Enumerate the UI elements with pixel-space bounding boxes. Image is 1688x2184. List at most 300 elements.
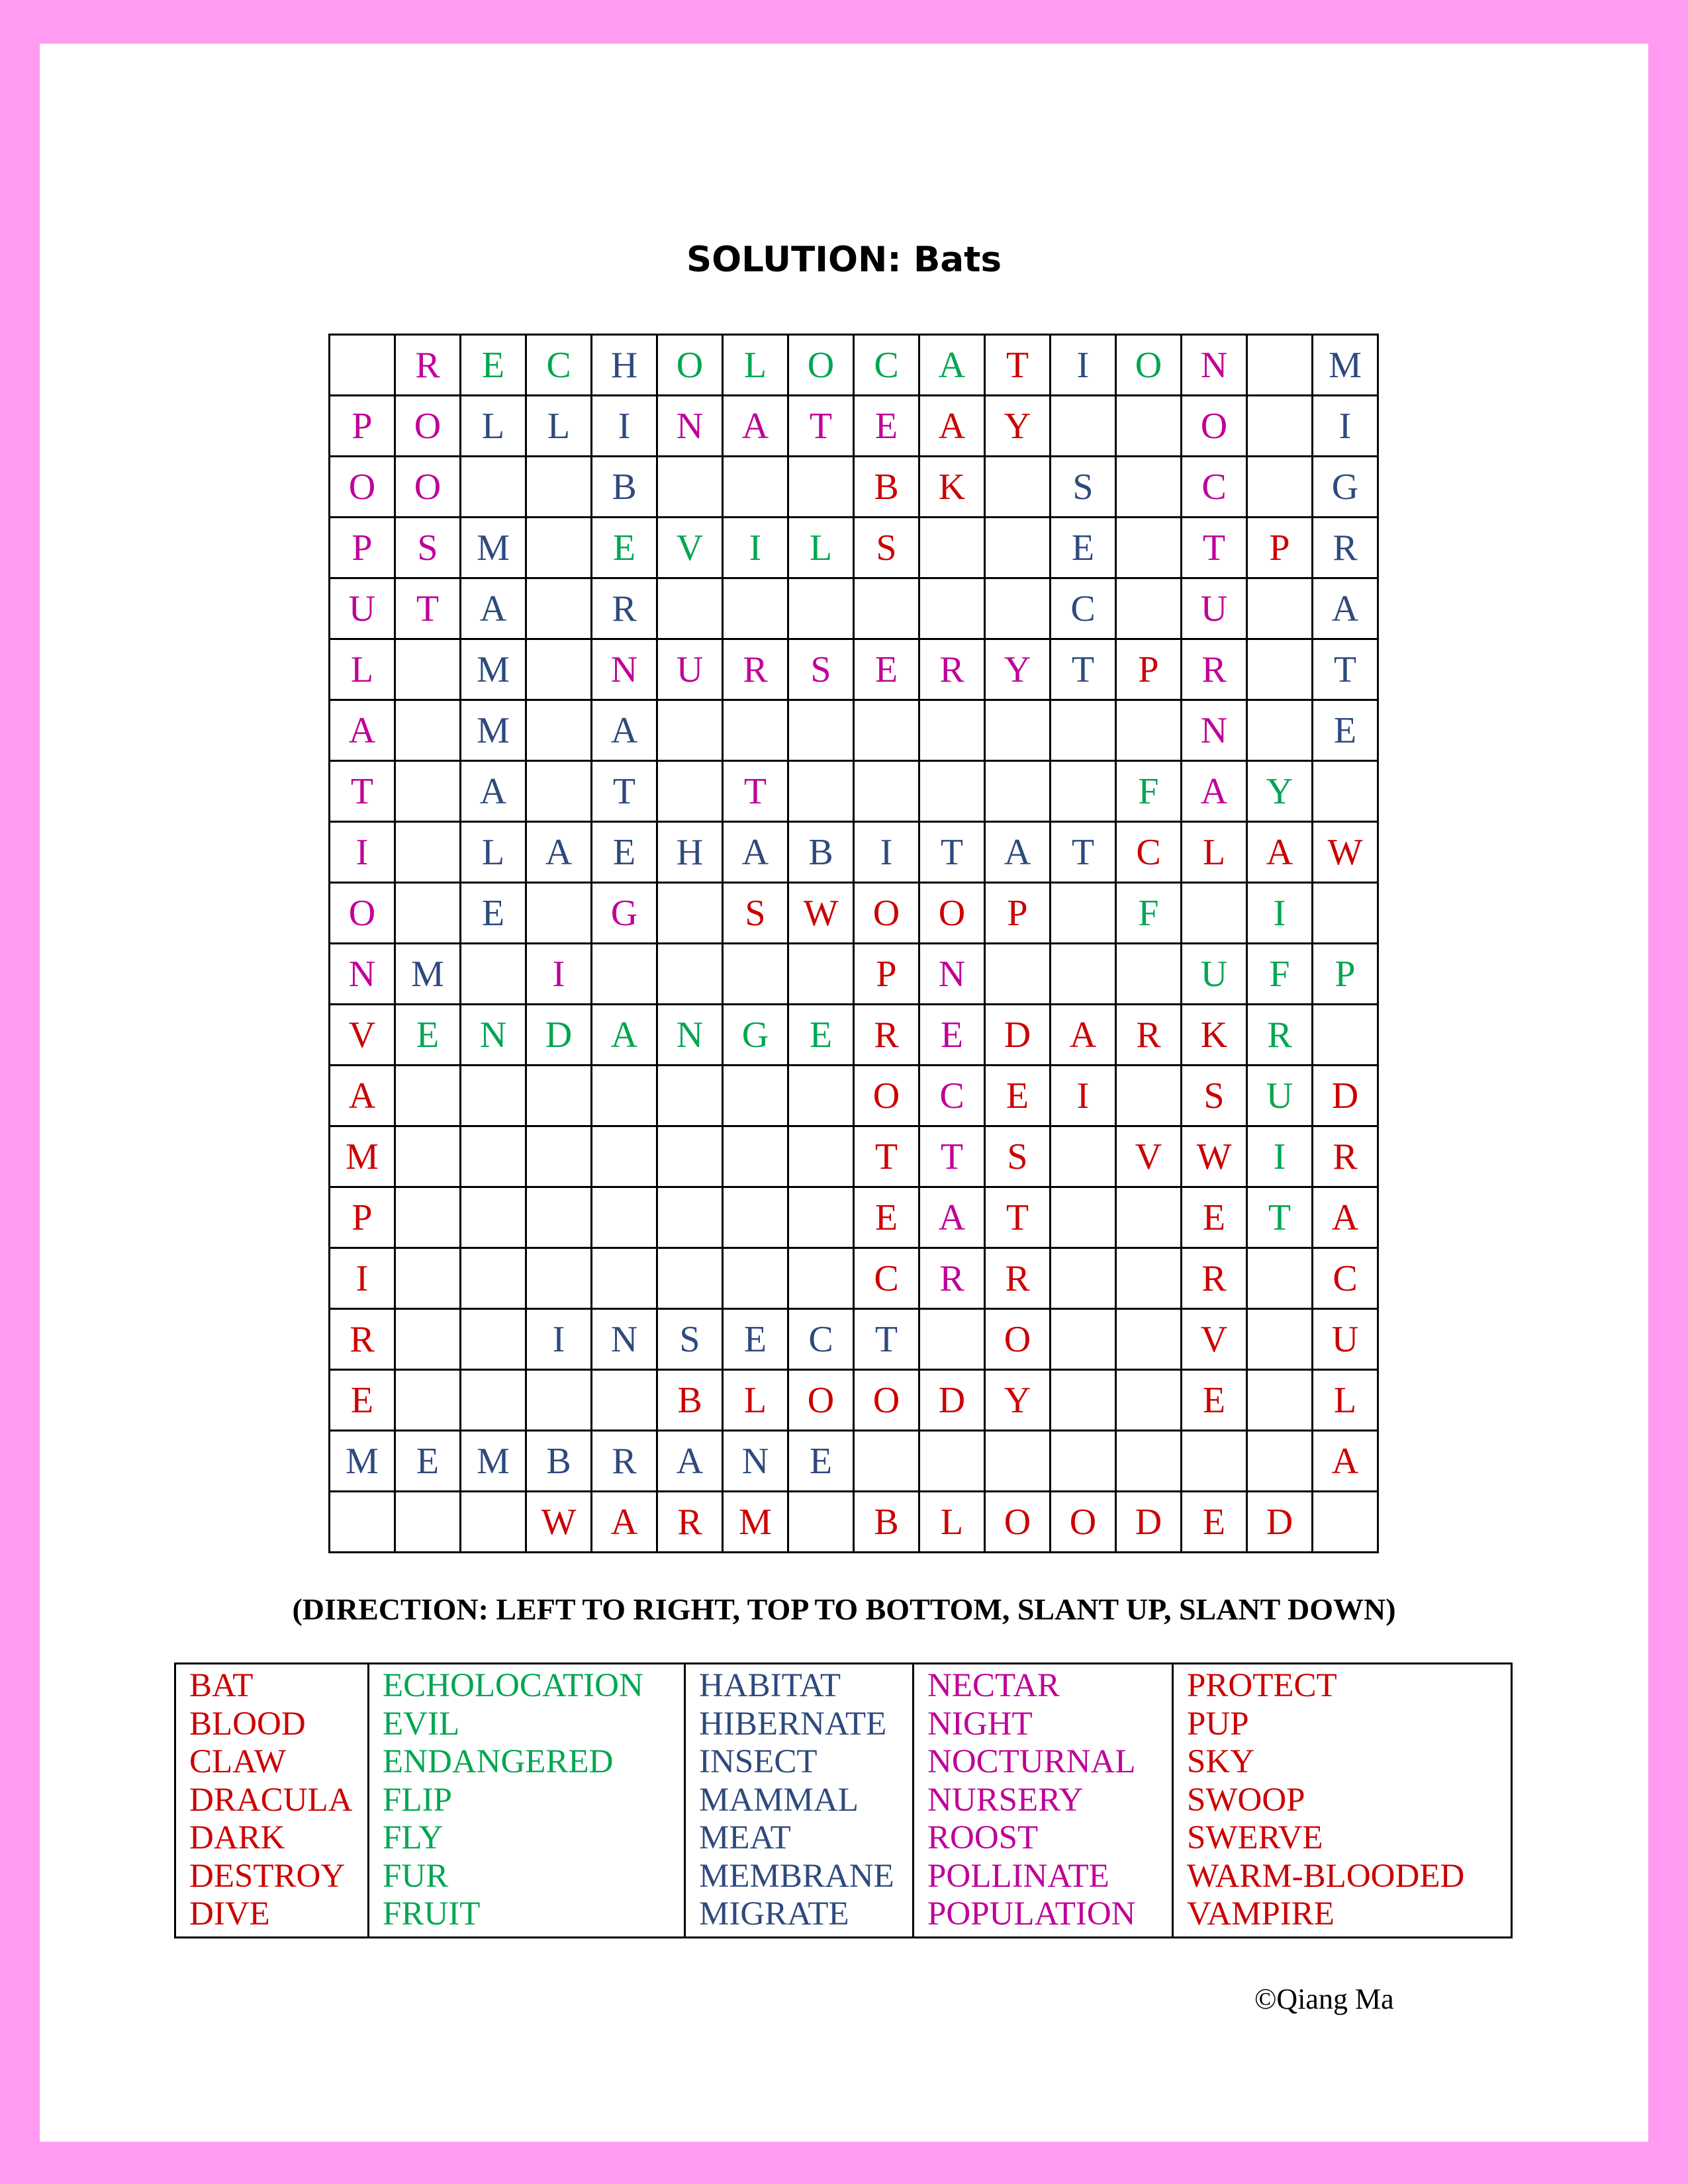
grid-cell xyxy=(1051,1370,1116,1431)
grid-cell xyxy=(526,518,592,578)
grid-cell: T xyxy=(1247,1187,1313,1248)
grid-cell xyxy=(1116,944,1182,1005)
grid-row xyxy=(330,335,1378,396)
grid-cell: M xyxy=(461,518,526,578)
grid-cell xyxy=(657,457,723,518)
word-bank-word: NECTAR xyxy=(927,1667,1060,1704)
grid-cell: M xyxy=(461,700,526,761)
grid-cell xyxy=(723,1187,788,1248)
word-bank-word: DIVE xyxy=(189,1895,270,1933)
grid-cell: R xyxy=(1313,518,1378,578)
grid-cell: O xyxy=(854,1066,919,1126)
grid-cell: A xyxy=(723,822,788,883)
word-bank-word: PROTECT xyxy=(1187,1667,1337,1704)
grid-cell xyxy=(1051,396,1116,457)
word-bank-column xyxy=(685,1664,914,1938)
grid-cell: E xyxy=(461,335,526,396)
grid-cell xyxy=(788,1248,854,1309)
grid-cell: E xyxy=(723,1309,788,1370)
grid-cell: A xyxy=(1313,1187,1378,1248)
grid-cell xyxy=(526,578,592,639)
grid-cell xyxy=(395,1126,461,1187)
word-bank-word: SWOOP xyxy=(1187,1781,1305,1819)
grid-cell xyxy=(919,1431,985,1492)
grid-cell xyxy=(526,1066,592,1126)
grid-cell xyxy=(1051,1126,1116,1187)
grid-cell: C xyxy=(854,335,919,396)
grid-cell: V xyxy=(1182,1309,1247,1370)
grid-cell: V xyxy=(657,518,723,578)
grid-cell xyxy=(395,883,461,944)
grid-cell xyxy=(395,1370,461,1431)
word-bank-word: POPULATION xyxy=(927,1895,1136,1933)
grid-cell: O xyxy=(854,1370,919,1431)
grid-cell: L xyxy=(919,1492,985,1553)
grid-cell: L xyxy=(788,518,854,578)
grid-cell xyxy=(657,761,723,822)
word-bank-word: NIGHT xyxy=(927,1705,1033,1743)
grid-cell xyxy=(1313,1492,1378,1553)
grid-cell: R xyxy=(919,639,985,700)
grid-cell xyxy=(657,700,723,761)
grid-cell: M xyxy=(1313,335,1378,396)
grid-cell: P xyxy=(1116,639,1182,700)
word-bank-word: EVIL xyxy=(383,1705,460,1743)
grid-cell xyxy=(1116,1187,1182,1248)
grid-cell xyxy=(985,518,1051,578)
grid-cell: B xyxy=(788,822,854,883)
grid-cell xyxy=(1313,1005,1378,1066)
grid-cell: S xyxy=(723,883,788,944)
grid-cell xyxy=(985,700,1051,761)
grid-cell: T xyxy=(1182,518,1247,578)
grid-cell: S xyxy=(985,1126,1051,1187)
grid-cell xyxy=(1051,1248,1116,1309)
word-bank-word: SKY xyxy=(1187,1743,1255,1780)
grid-cell xyxy=(526,1187,592,1248)
grid-cell: R xyxy=(657,1492,723,1553)
grid-cell xyxy=(461,1370,526,1431)
grid-cell: T xyxy=(1051,822,1116,883)
grid-cell xyxy=(657,1187,723,1248)
grid-cell: L xyxy=(1182,822,1247,883)
grid-cell xyxy=(788,578,854,639)
grid-cell xyxy=(788,1492,854,1553)
grid-cell xyxy=(461,457,526,518)
grid-cell xyxy=(1116,578,1182,639)
grid-cell: A xyxy=(723,396,788,457)
grid-cell: E xyxy=(788,1431,854,1492)
grid-cell: G xyxy=(592,883,657,944)
grid-cell: E xyxy=(592,822,657,883)
word-bank-word: ENDANGERED xyxy=(383,1743,614,1780)
grid-row xyxy=(330,822,1378,883)
grid-cell xyxy=(985,1431,1051,1492)
grid-cell: R xyxy=(592,578,657,639)
grid-row xyxy=(330,1005,1378,1066)
grid-cell: N xyxy=(1182,335,1247,396)
grid-cell xyxy=(919,761,985,822)
page-title: SOLUTION: Bats xyxy=(686,240,1002,280)
grid-cell: A xyxy=(1313,578,1378,639)
grid-row xyxy=(330,883,1378,944)
grid-row xyxy=(330,639,1378,700)
word-bank-word: FUR xyxy=(383,1857,449,1895)
grid-cell xyxy=(854,700,919,761)
grid-cell: E xyxy=(854,396,919,457)
grid-cell: L xyxy=(1313,1370,1378,1431)
grid-cell xyxy=(1247,1309,1313,1370)
grid-cell: I xyxy=(1313,396,1378,457)
word-bank-word: ROOST xyxy=(927,1819,1039,1856)
grid-cell: L xyxy=(723,335,788,396)
grid-cell: T xyxy=(1313,639,1378,700)
grid-row xyxy=(330,518,1378,578)
grid-cell: U xyxy=(1182,944,1247,1005)
grid-row xyxy=(330,1066,1378,1126)
word-bank-column xyxy=(914,1664,1173,1938)
word-bank-word: DARK xyxy=(189,1819,285,1856)
word-bank-word: BLOOD xyxy=(189,1705,306,1743)
grid-cell: R xyxy=(1247,1005,1313,1066)
grid-cell xyxy=(854,761,919,822)
grid-row xyxy=(330,1492,1378,1553)
grid-cell: C xyxy=(919,1066,985,1126)
grid-cell: N xyxy=(461,1005,526,1066)
grid-cell xyxy=(1051,700,1116,761)
word-bank-column xyxy=(1173,1664,1512,1938)
grid-cell: S xyxy=(395,518,461,578)
grid-cell: T xyxy=(854,1309,919,1370)
grid-cell: R xyxy=(1182,639,1247,700)
grid-cell: O xyxy=(919,883,985,944)
grid-cell xyxy=(657,578,723,639)
grid-cell xyxy=(1313,883,1378,944)
grid-row xyxy=(330,578,1378,639)
grid-cell: I xyxy=(526,944,592,1005)
grid-cell: I xyxy=(526,1309,592,1370)
grid-cell: O xyxy=(1116,335,1182,396)
grid-cell xyxy=(1247,335,1313,396)
grid-cell: N xyxy=(657,396,723,457)
word-bank-word: MEMBRANE xyxy=(699,1857,894,1895)
word-bank-word: MIGRATE xyxy=(699,1895,849,1933)
grid-cell xyxy=(526,639,592,700)
grid-cell: O xyxy=(395,396,461,457)
grid-cell: Y xyxy=(985,639,1051,700)
grid-cell: A xyxy=(657,1431,723,1492)
grid-cell: O xyxy=(788,1370,854,1431)
grid-cell: L xyxy=(461,396,526,457)
grid-cell: C xyxy=(526,335,592,396)
grid-cell: O xyxy=(330,883,395,944)
grid-cell xyxy=(1247,1370,1313,1431)
word-bank-word: DESTROY xyxy=(189,1857,346,1895)
grid-cell xyxy=(788,457,854,518)
grid-cell: I xyxy=(330,1248,395,1309)
grid-cell: I xyxy=(723,518,788,578)
grid-cell xyxy=(395,1187,461,1248)
grid-cell: D xyxy=(919,1370,985,1431)
grid-cell xyxy=(526,1248,592,1309)
grid-cell: R xyxy=(985,1248,1051,1309)
grid-row xyxy=(330,944,1378,1005)
grid-cell xyxy=(461,1126,526,1187)
grid-cell xyxy=(657,883,723,944)
grid-cell: M xyxy=(395,944,461,1005)
grid-cell: A xyxy=(461,578,526,639)
grid-cell: B xyxy=(657,1370,723,1431)
grid-cell xyxy=(526,883,592,944)
word-bank-word: SWERVE xyxy=(1187,1819,1323,1856)
grid-cell: U xyxy=(1182,578,1247,639)
grid-cell: E xyxy=(1182,1492,1247,1553)
grid-cell xyxy=(1247,1431,1313,1492)
grid-cell: T xyxy=(985,1187,1051,1248)
grid-cell xyxy=(592,1370,657,1431)
grid-cell: A xyxy=(919,335,985,396)
grid-cell: C xyxy=(1051,578,1116,639)
grid-row xyxy=(330,761,1378,822)
grid-cell: M xyxy=(461,639,526,700)
grid-cell xyxy=(723,700,788,761)
grid-cell xyxy=(395,1248,461,1309)
grid-cell xyxy=(1116,396,1182,457)
grid-cell xyxy=(592,1248,657,1309)
grid-cell: T xyxy=(919,822,985,883)
grid-cell: E xyxy=(919,1005,985,1066)
grid-cell: I xyxy=(1051,1066,1116,1126)
grid-cell xyxy=(592,1187,657,1248)
grid-cell: R xyxy=(723,639,788,700)
grid-cell: A xyxy=(330,1066,395,1126)
grid-cell: E xyxy=(1313,700,1378,761)
grid-cell xyxy=(985,761,1051,822)
grid-cell: O xyxy=(788,335,854,396)
grid-cell xyxy=(592,1066,657,1126)
grid-cell xyxy=(461,1309,526,1370)
grid-cell: R xyxy=(1313,1126,1378,1187)
grid-cell: K xyxy=(1182,1005,1247,1066)
grid-cell xyxy=(854,578,919,639)
grid-cell: W xyxy=(788,883,854,944)
grid-cell xyxy=(1182,1431,1247,1492)
grid-cell xyxy=(1116,1309,1182,1370)
grid-cell xyxy=(1051,761,1116,822)
grid-cell: R xyxy=(1182,1248,1247,1309)
grid-cell: F xyxy=(1247,944,1313,1005)
grid-cell: O xyxy=(395,457,461,518)
copyright-text: ©Qiang Ma xyxy=(1254,1983,1394,2015)
grid-cell: T xyxy=(1051,639,1116,700)
grid-cell xyxy=(395,639,461,700)
grid-cell xyxy=(526,457,592,518)
grid-cell: V xyxy=(330,1005,395,1066)
word-bank-word: FRUIT xyxy=(383,1895,481,1933)
grid-cell xyxy=(1182,883,1247,944)
grid-cell xyxy=(1116,457,1182,518)
grid-cell: U xyxy=(657,639,723,700)
grid-cell xyxy=(1051,944,1116,1005)
grid-cell xyxy=(1247,457,1313,518)
grid-cell xyxy=(788,761,854,822)
grid-cell xyxy=(461,1248,526,1309)
grid-cell: N xyxy=(919,944,985,1005)
grid-cell: A xyxy=(592,1492,657,1553)
grid-cell: C xyxy=(854,1248,919,1309)
grid-cell: E xyxy=(592,518,657,578)
grid-cell: E xyxy=(854,639,919,700)
grid-cell xyxy=(1313,761,1378,822)
grid-cell: P xyxy=(1313,944,1378,1005)
grid-cell: A xyxy=(330,700,395,761)
grid-cell: U xyxy=(1247,1066,1313,1126)
grid-cell xyxy=(1247,700,1313,761)
grid-cell: A xyxy=(919,1187,985,1248)
grid-cell: I xyxy=(592,396,657,457)
word-bank-column xyxy=(175,1664,369,1938)
grid-cell: T xyxy=(723,761,788,822)
grid-cell xyxy=(919,578,985,639)
grid-row xyxy=(330,1370,1378,1431)
grid-cell: P xyxy=(330,518,395,578)
grid-cell xyxy=(788,1066,854,1126)
grid-cell: E xyxy=(788,1005,854,1066)
grid-cell: A xyxy=(592,700,657,761)
grid-cell xyxy=(592,944,657,1005)
grid-cell: A xyxy=(1313,1431,1378,1492)
grid-cell: B xyxy=(854,1492,919,1553)
grid-cell xyxy=(1116,1370,1182,1431)
grid-cell: Y xyxy=(985,396,1051,457)
grid-cell: F xyxy=(1116,761,1182,822)
grid-cell xyxy=(985,457,1051,518)
grid-cell xyxy=(395,822,461,883)
word-bank-word: POLLINATE xyxy=(927,1857,1109,1895)
grid-cell xyxy=(1116,700,1182,761)
grid-cell: E xyxy=(854,1187,919,1248)
grid-cell: T xyxy=(854,1126,919,1187)
word-bank-word: NURSERY xyxy=(927,1781,1084,1819)
grid-cell xyxy=(1051,1431,1116,1492)
grid-cell: L xyxy=(526,396,592,457)
grid-cell: R xyxy=(919,1248,985,1309)
grid-cell: R xyxy=(592,1431,657,1492)
grid-cell xyxy=(788,700,854,761)
grid-cell xyxy=(1116,518,1182,578)
grid-cell: U xyxy=(330,578,395,639)
grid-cell xyxy=(461,1492,526,1553)
grid-cell: O xyxy=(330,457,395,518)
grid-cell: N xyxy=(592,1309,657,1370)
word-bank-word: CLAW xyxy=(189,1743,287,1780)
grid-cell xyxy=(723,944,788,1005)
grid-cell xyxy=(1247,578,1313,639)
grid-cell xyxy=(1116,1431,1182,1492)
grid-cell: E xyxy=(330,1370,395,1431)
grid-cell: T xyxy=(919,1126,985,1187)
grid-cell: T xyxy=(592,761,657,822)
word-bank-word: BAT xyxy=(189,1667,254,1704)
grid-cell: V xyxy=(1116,1126,1182,1187)
grid-cell xyxy=(526,700,592,761)
grid-cell: I xyxy=(1247,1126,1313,1187)
grid-cell: E xyxy=(1182,1370,1247,1431)
grid-cell xyxy=(592,1126,657,1187)
grid-cell xyxy=(657,1066,723,1126)
grid-cell: I xyxy=(1247,883,1313,944)
grid-cell xyxy=(395,1309,461,1370)
grid-cell xyxy=(985,944,1051,1005)
grid-cell xyxy=(461,944,526,1005)
grid-cell: E xyxy=(985,1066,1051,1126)
grid-cell: W xyxy=(1182,1126,1247,1187)
grid-cell: R xyxy=(395,335,461,396)
grid-cell: S xyxy=(657,1309,723,1370)
grid-cell: W xyxy=(526,1492,592,1553)
word-bank-word: FLY xyxy=(383,1819,444,1856)
grid-row xyxy=(330,1309,1378,1370)
grid-cell: C xyxy=(1116,822,1182,883)
grid-cell xyxy=(461,1066,526,1126)
grid-cell: N xyxy=(330,944,395,1005)
word-bank-word: HABITAT xyxy=(699,1667,841,1704)
grid-cell xyxy=(1051,1187,1116,1248)
grid-cell xyxy=(395,1492,461,1553)
grid-cell: N xyxy=(657,1005,723,1066)
grid-row xyxy=(330,700,1378,761)
direction-note: (DIRECTION: LEFT TO RIGHT, TOP TO BOTTOM, SLANT UP, SLANT DOWN) xyxy=(292,1592,1396,1626)
grid-cell: A xyxy=(919,396,985,457)
grid-cell: G xyxy=(1313,457,1378,518)
grid-cell: L xyxy=(461,822,526,883)
grid-row xyxy=(330,396,1378,457)
grid-cell: W xyxy=(1313,822,1378,883)
grid-cell: P xyxy=(985,883,1051,944)
grid-cell xyxy=(723,1066,788,1126)
grid-cell xyxy=(657,1248,723,1309)
grid-cell: B xyxy=(526,1431,592,1492)
grid-cell: M xyxy=(723,1492,788,1553)
grid-cell: E xyxy=(395,1431,461,1492)
grid-cell xyxy=(1051,1309,1116,1370)
grid-cell: O xyxy=(985,1309,1051,1370)
grid-cell: O xyxy=(854,883,919,944)
grid-cell: Y xyxy=(985,1370,1051,1431)
grid-row xyxy=(330,1248,1378,1309)
grid-cell: A xyxy=(461,761,526,822)
grid-cell: M xyxy=(330,1431,395,1492)
grid-cell: P xyxy=(1247,518,1313,578)
grid-cell: B xyxy=(854,457,919,518)
grid-cell: M xyxy=(330,1126,395,1187)
grid-cell xyxy=(723,457,788,518)
word-bank-word: ECHOLOCATION xyxy=(383,1667,643,1704)
grid-row xyxy=(330,1431,1378,1492)
grid-cell: A xyxy=(1051,1005,1116,1066)
grid-cell xyxy=(985,578,1051,639)
grid-cell: O xyxy=(1051,1492,1116,1553)
grid-cell xyxy=(723,1248,788,1309)
grid-cell: A xyxy=(985,822,1051,883)
grid-cell: R xyxy=(1116,1005,1182,1066)
grid-cell: T xyxy=(788,396,854,457)
grid-cell xyxy=(919,1309,985,1370)
word-bank-word: VAMPIRE xyxy=(1187,1895,1335,1933)
grid-cell: R xyxy=(854,1005,919,1066)
grid-cell: D xyxy=(1313,1066,1378,1126)
grid-cell xyxy=(395,1066,461,1126)
